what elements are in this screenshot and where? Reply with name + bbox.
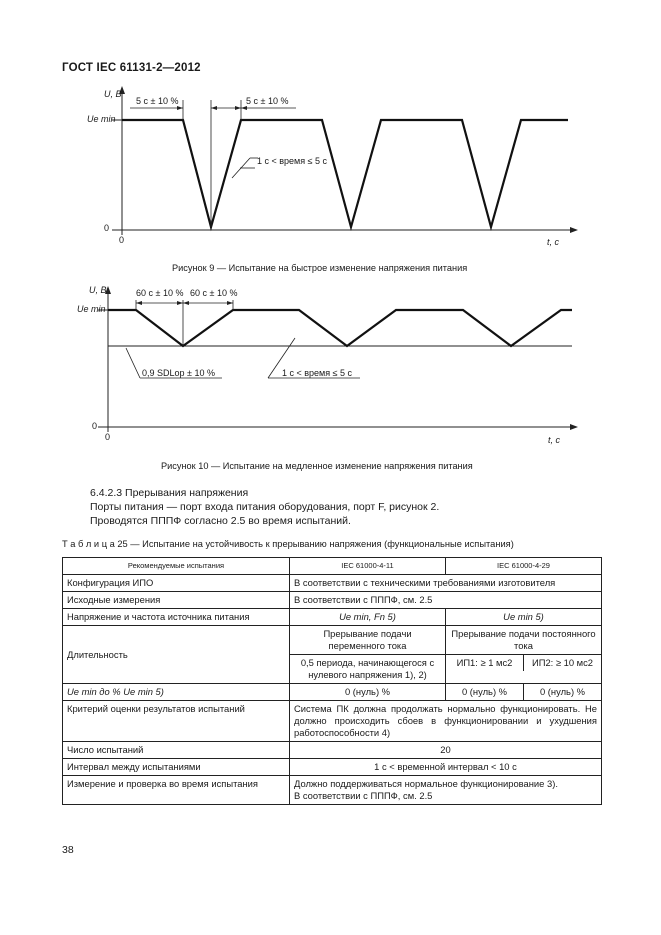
fig9-x-arrow [570,227,578,233]
row-label: Длительность [63,626,290,684]
table-row [63,684,602,701]
row-subheader: Прерывание подачи переменного тока [290,626,446,655]
section-heading: 6.4.2.3 Прерывания напряжения [90,487,249,499]
document-header: ГОСТ IEC 61131-2—2012 [62,62,201,74]
fig10-annotation-2: 60 c ± 10 % [190,288,238,298]
row-value: Ue min 5) [446,609,602,626]
table-row [63,592,602,609]
table-row [63,759,602,776]
figure-9-plot [0,80,661,280]
row-value: В соответствии с ПППФ, см. 2.5 [294,790,433,801]
figure-10 [0,282,661,452]
table-row [63,626,602,655]
row-label: Напряжение и частота источника питания [63,609,290,626]
row-subheader: Прерывание подачи постоянного тока [446,626,602,655]
fig9-y-label: U, B [104,89,122,99]
row-value: 0 (нуль) % [446,684,524,700]
row-label: Число испытаний [63,742,290,759]
fig9-annotation-2: 5 c ± 10 % [246,96,289,106]
table-row [63,609,602,626]
fig9-x-label: t, c [547,237,560,247]
row-label: Измерение и проверка во время испытания [63,776,290,805]
section-line-1: Порты питания — порт входа питания оборудования, порт F, рисунок 2. [90,501,440,513]
row-value: Должно поддерживаться нормальное функционирование 3). [294,778,558,789]
row-label: Интервал между испытаниями [63,759,290,776]
fig10-annotation-4: 1 c < время ≤ 5 c [282,368,353,378]
figure-9 [0,80,661,280]
row-value: В соответствии с ПППФ, см. 2.5 [290,592,602,609]
section-line-2: Проводятся ПППФ согласно 2.5 во время испытаний. [90,515,351,527]
fig10-y-zero-label: 0 [92,421,98,431]
interruption-test-table [62,557,602,805]
fig9-waveform [122,120,568,227]
row-value: 1 с < временной интервал < 10 с [290,759,602,776]
row-value: ИП2: ≥ 10 мс2 [531,657,594,668]
fig10-waveform [108,310,572,346]
table-row [63,701,602,742]
row-value: 20 [290,742,602,759]
row-value: 0 (нуль) % [539,686,586,697]
figure-9-caption: Рисунок 9 — Испытание на быстрое изменение напряжения питания [172,263,468,273]
row-value: Система ПК должна продолжать нормально функционировать. Не должно происходить сбоев в функционировании и ухудшения работоспособности 4) [290,701,602,742]
table-header-cell: IEC 61000-4-29 [446,558,602,575]
row-value: 0 (нуль) % [290,684,446,701]
fig10-annotation-1: 60 c ± 10 % [136,288,184,298]
table-row [63,575,602,592]
fig9-annotation-3: 1 c < время ≤ 5 c [257,156,328,166]
row-value: Ue min, Fn 5) [290,609,446,626]
table-header-row [63,558,602,575]
fig10-annotation-3: 0,9 SDLop ± 10 % [142,368,215,378]
row-value: 0,5 периода, начинающегося с нулевого напряжения 1), 2) [290,655,446,684]
row-label: Критерий оценки результатов испытаний [63,701,290,742]
table-header-cell: IEC 61000-4-11 [290,558,446,575]
row-value: ИП1: ≥ 1 мс2 [446,655,524,671]
fig10-x-arrow [570,424,578,430]
table-header-cell: Рекомендуемые испытания [63,558,290,575]
row-label: Ue min до % Ue min 5) [63,684,290,701]
fig10-x-label: t, c [548,435,561,445]
fig9-annotation-1: 5 c ± 10 % [136,96,179,106]
figure-10-caption: Рисунок 10 — Испытание на медленное изменение напряжения питания [161,461,473,471]
fig10-x-origin-label: 0 [105,432,111,442]
row-label: Конфигурация ИПО [63,575,290,592]
fig10-y-label: U, B [89,285,107,295]
fig9-x-origin-label: 0 [119,235,125,245]
fig10-y-high-label: Ue min [77,304,106,314]
row-label: Исходные измерения [63,592,290,609]
table-row [63,742,602,759]
row-value: В соответствии с техническими требованиями изготовителя [290,575,602,592]
table-caption: Т а б л и ц а 25 — Испытание на устойчивость к прерыванию напряжения (функциональные испытания) [62,539,514,549]
page-number: 38 [62,844,74,856]
fig9-y-zero-label: 0 [104,223,110,233]
fig9-y-high-label: Ue min [87,114,116,124]
table-row [63,776,602,805]
